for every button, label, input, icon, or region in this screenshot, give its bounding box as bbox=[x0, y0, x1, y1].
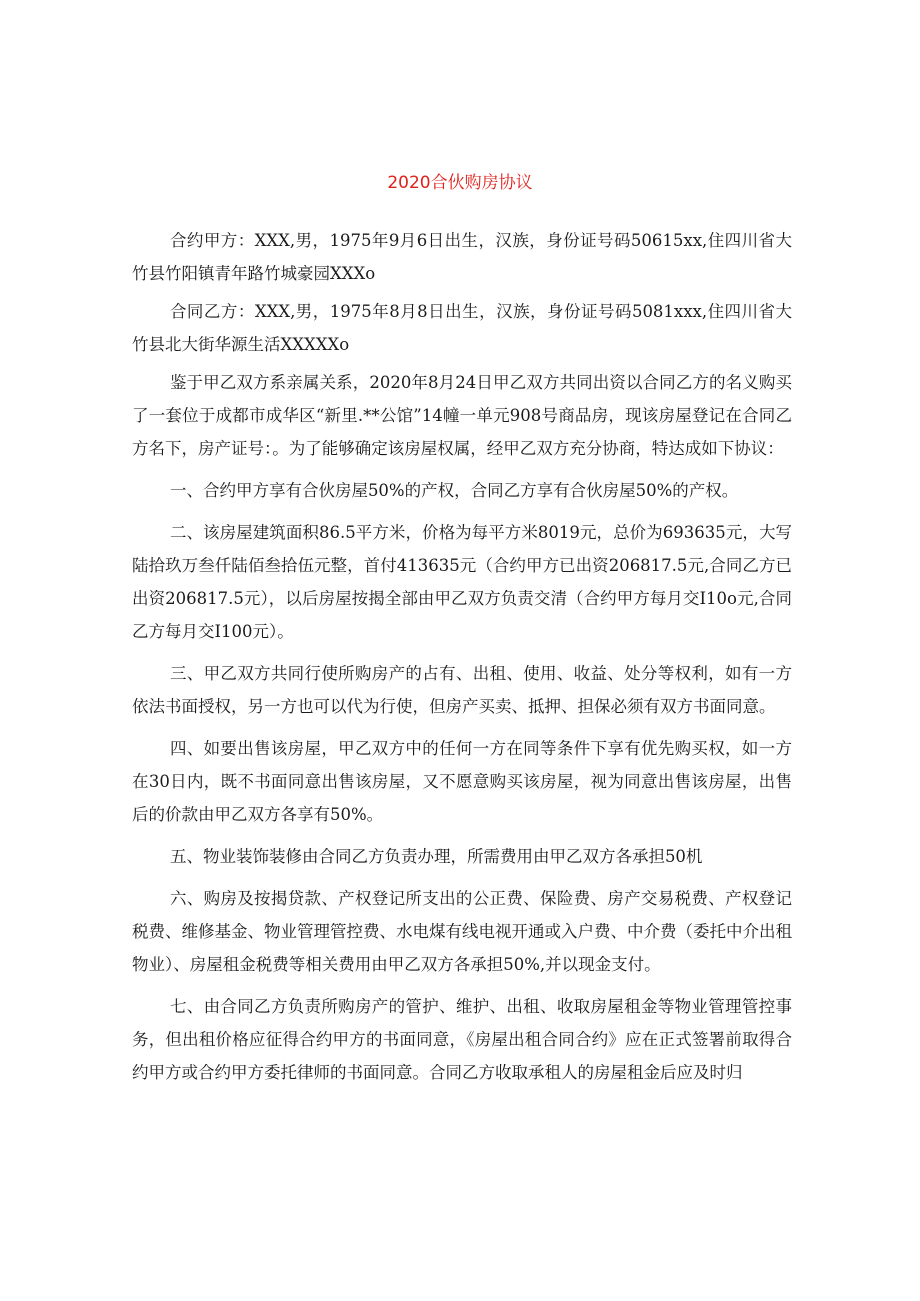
paragraph-preamble: 鉴于甲乙双方系亲属关系，2020年8月24日甲乙双方共同出资以合同乙方的名义购买了一套位于成都市成华区“新里.**公馆”14幢一单元908号商品房，现该房屋登记在合同乙方名下，房产证号：。为了能够确定该房屋权属，经甲乙双方充分协商，特达成如下协议： bbox=[132, 373, 792, 458]
document-title: 2020合伙购房协议 bbox=[387, 173, 533, 193]
paragraph-party-b: 合同乙方：XXX,男，1975年8月8日出生，汉族，身份证号码5081xxx,住四川省大竹县北大街华源生活XXXXXo bbox=[132, 302, 792, 354]
paragraph-clause-4: 四、如要出售该房屋，甲乙双方中的任何一方在同等条件下享有优先购买权，如一方在30日内，既不书面同意出售该房屋，又不愿意购买该房屋，视为同意出售该房屋，出售后的价款由甲乙双方各享有50%。 bbox=[132, 739, 792, 824]
paragraph-clause-1: 一、合约甲方享有合伙房屋50%的产权，合同乙方享有合伙房屋50%的产权。 bbox=[169, 481, 739, 500]
document-body bbox=[132, 224, 792, 1089]
paragraph-clause-3: 三、甲乙双方共同行使所购房产的占有、出租、使用、收益、处分等权利，如有一方依法书面授权，另一方也可以代为行使，但房产买卖、抵押、担保必须有双方书面同意。 bbox=[132, 664, 792, 716]
paragraph-clause-5: 五、物业装饰装修由合同乙方负责办理，所需费用由甲乙双方各承担50机 bbox=[169, 847, 703, 866]
paragraph-clause-2: 二、该房屋建筑面积86.5平方米，价格为每平方米8019元，总价为693635元，大写陆拾玖万叁仟陆佰叁拾伍元整，首付413635元（合约甲方已出资206817.5元,合同乙方已出资206817.5元），以后房屋按揭全部由甲乙双方负责交清（合约甲方每月交I10o元,合同乙方每月交I100元）。 bbox=[132, 523, 792, 641]
paragraph-clause-7: 七、由合同乙方负责所购房产的管护、维护、出租、收取房屋租金等物业管理管控事务，但出租价格应征得合约甲方的书面同意，《房屋出租合同合约》应在正式签署前取得合约甲方或合约甲方委托律师的书面同意。合同乙方收取承租人的房屋租金后应及时归 bbox=[132, 997, 792, 1082]
paragraph-clause-6: 六、购房及按揭贷款、产权登记所支出的公正费、保险费、房产交易税费、产权登记税费、维修基金、物业管理管控费、水电煤有线电视开通或入户费、中介费（委托中介出租物业）、房屋租金税费等相关费用由甲乙双方各承担50%,并以现金支付。 bbox=[132, 889, 792, 974]
paragraph-party-a: 合约甲方：XXX,男，1975年9月6日出生，汉族，身份证号码50615xx,住四川省大竹县竹阳镇青年路竹城豪园XXXo bbox=[132, 231, 792, 283]
